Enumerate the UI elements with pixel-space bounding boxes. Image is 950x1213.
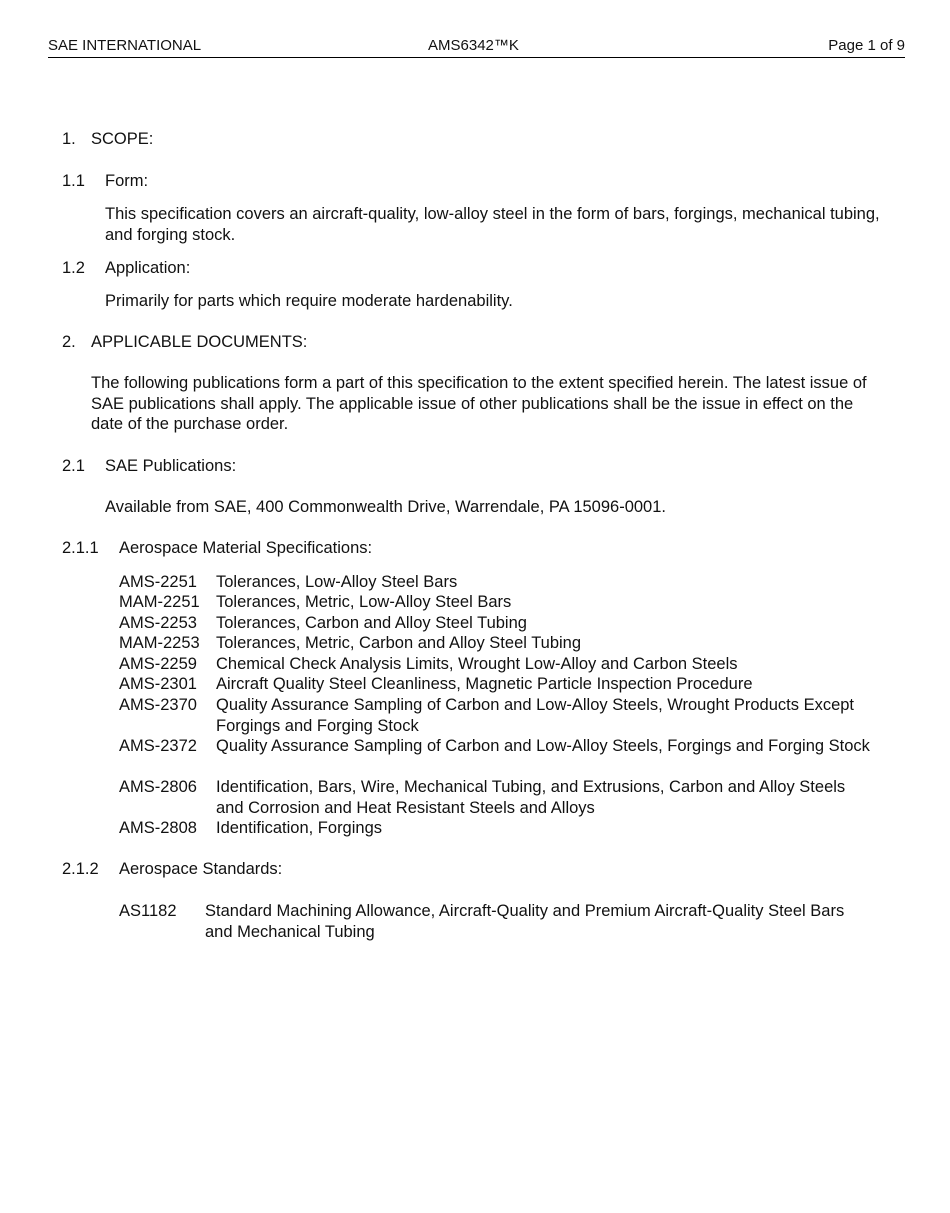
header-page-number: Page 1 of 9 <box>828 37 905 54</box>
section-2-heading: APPLICABLE DOCUMENTS: <box>91 333 308 351</box>
section-2-text: The following publications form a part of this specification to the extent specified herein. The latest issue of SAE publications shall apply. The applicable issue of other publications shall be the issue in effect on the date of the purchase order. <box>91 374 867 434</box>
spec-code: AMS-2251 <box>119 573 197 591</box>
section-1-1-number: 1.1 <box>62 172 85 190</box>
header-org: SAE INTERNATIONAL <box>48 37 202 54</box>
spec-title: Chemical Check Analysis Limits, Wrought Low-Alloy and Carbon Steels <box>216 655 738 673</box>
spec-code: MAM-2251 <box>119 593 200 611</box>
standard-code: AS1182 <box>119 902 177 920</box>
spec-code: AMS-2259 <box>119 655 197 673</box>
section-2-1-2-number: 2.1.2 <box>62 860 99 878</box>
section-2-1-1-number: 2.1.1 <box>62 539 99 557</box>
section-1-number: 1. <box>62 130 76 148</box>
section-2-1-2-heading: Aerospace Standards: <box>119 860 283 878</box>
section-1-1-text: This specification covers an aircraft-quality, low-alloy steel in the form of bars, forgings, mechanical tubing, and forging stock. <box>105 205 880 244</box>
spec-title: Tolerances, Metric, Carbon and Alloy Steel Tubing <box>216 634 582 652</box>
section-1-2-heading: Application: <box>105 259 191 277</box>
section-1-2-number: 1.2 <box>62 259 85 277</box>
spec-code: MAM-2253 <box>119 634 200 652</box>
standard-title: Standard Machining Allowance, Aircraft-Quality and Premium Aircraft-Quality Steel Bars and Mechanical Tubing <box>205 902 845 941</box>
spec-title: Identification, Forgings <box>216 819 383 837</box>
section-2-1-1-heading: Aerospace Material Specifications: <box>119 539 373 557</box>
section-1-2-text: Primarily for parts which require moderate hardenability. <box>105 292 513 310</box>
spec-title: Quality Assurance Sampling of Carbon and Low-Alloy Steels, Forgings and Forging Stock <box>216 737 870 755</box>
spec-title: Tolerances, Metric, Low-Alloy Steel Bars <box>216 593 512 611</box>
section-1-heading: SCOPE: <box>91 130 154 148</box>
spec-code: AMS-2806 <box>119 778 197 796</box>
spec-title: Tolerances, Low-Alloy Steel Bars <box>216 573 458 591</box>
spec-title: Identification, Bars, Wire, Mechanical Tubing, and Extrusions, Carbon and Alloy Steels and Corrosion and Heat Resistant Steels and Alloys <box>216 778 846 817</box>
section-2-1-text: Available from SAE, 400 Commonwealth Drive, Warrendale, PA 15096-0001. <box>105 498 666 516</box>
section-2-1-heading: SAE Publications: <box>105 457 237 475</box>
spec-title: Quality Assurance Sampling of Carbon and Low-Alloy Steels, Wrought Products Except Forgings and Forging Stock <box>216 696 855 735</box>
spec-code: AMS-2370 <box>119 696 197 714</box>
header-doc-number: AMS6342™K <box>428 37 519 54</box>
spec-code: AMS-2301 <box>119 675 197 693</box>
spec-title: Aircraft Quality Steel Cleanliness, Magnetic Particle Inspection Procedure <box>216 675 753 693</box>
page-header <box>48 36 905 58</box>
spec-title: Tolerances, Carbon and Alloy Steel Tubing <box>216 614 527 632</box>
section-2-number: 2. <box>62 333 76 351</box>
section-1-1-heading: Form: <box>105 172 149 190</box>
spec-code: AMS-2372 <box>119 737 197 755</box>
section-2-1-number: 2.1 <box>62 457 85 475</box>
spec-code: AMS-2253 <box>119 614 197 632</box>
spec-code: AMS-2808 <box>119 819 197 837</box>
